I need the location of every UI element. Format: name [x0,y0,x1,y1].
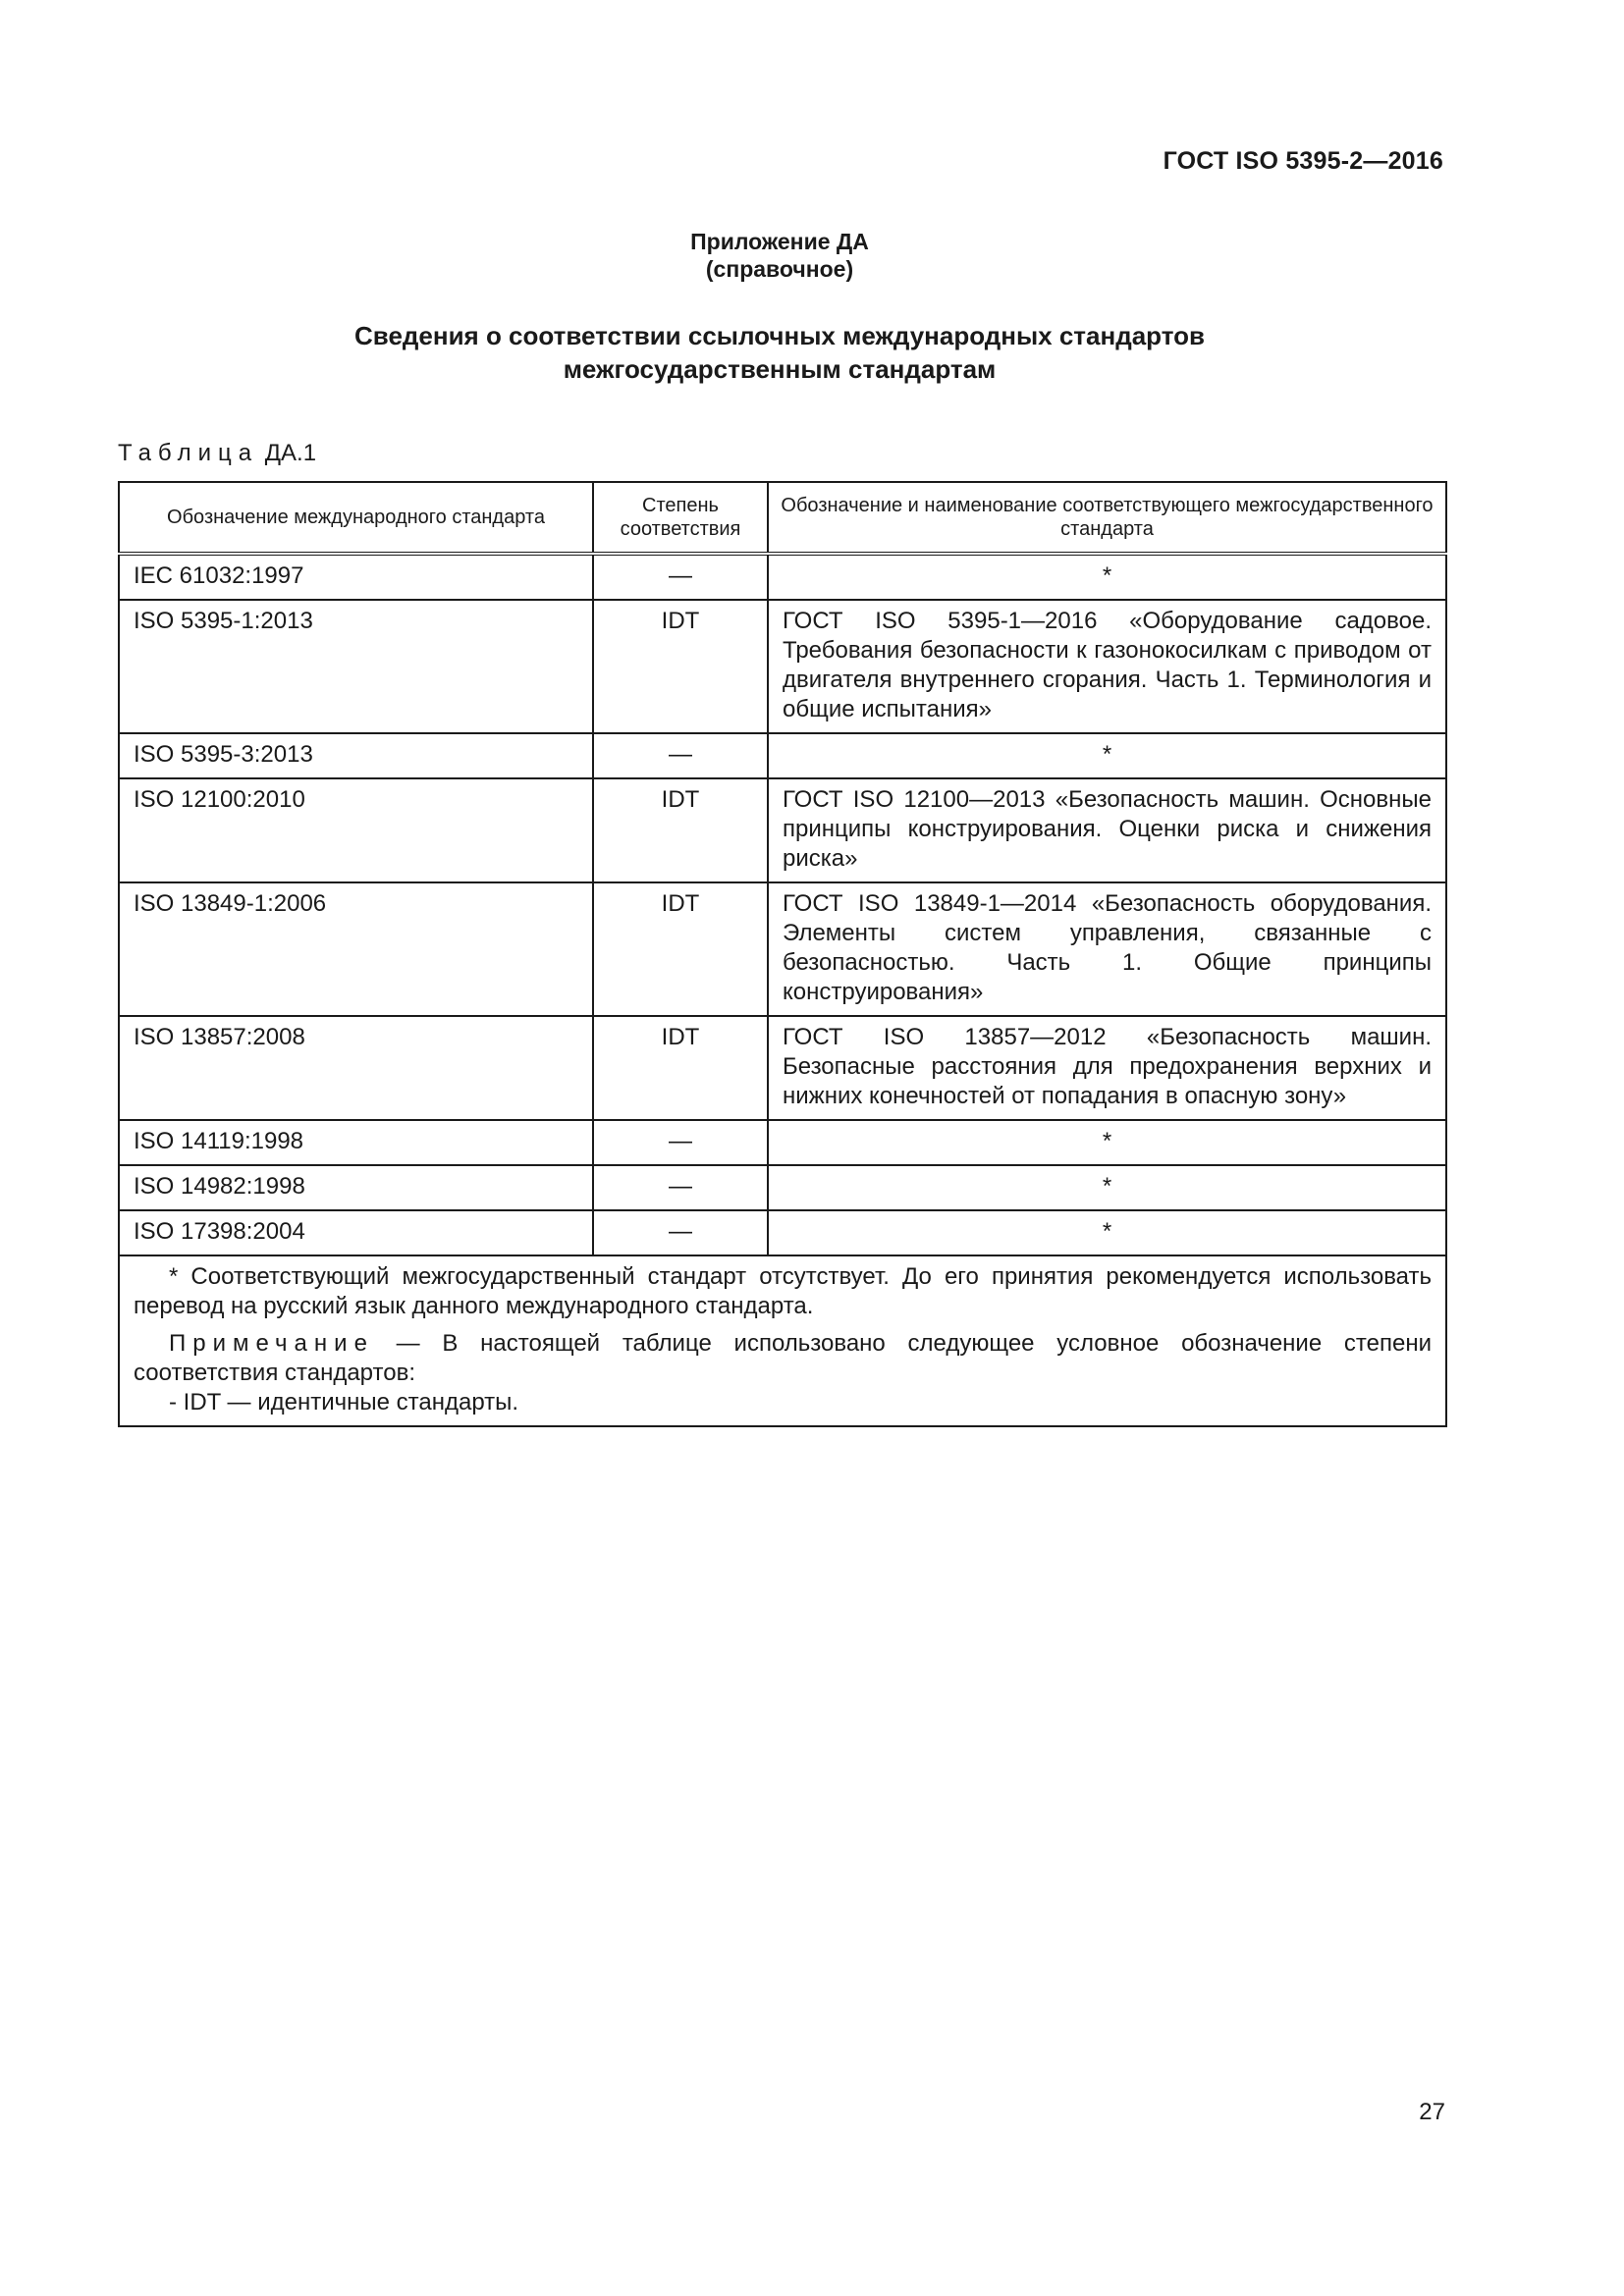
table-row [119,1120,1446,1165]
cell-interstate-standard: * [768,1210,1446,1255]
cell-international-standard: ISO 5395-3:2013 [119,733,593,778]
cell-interstate-standard: ГОСТ ISO 5395-1—2016 «Оборудование садовое. Требования безопасности к газонокосилкам с приводом от двигателя внутреннего сгорания. Часть 1. Терминология и общие испытания» [768,600,1446,733]
table-row [119,882,1446,1016]
table-row [119,733,1446,778]
column-header-interstate-standard: Обозначение и наименование соответствующего межгосударственного стандарта [768,482,1446,554]
cell-degree: — [593,1210,768,1255]
cell-international-standard: IEC 61032:1997 [119,554,593,600]
table-footnote: * Соответствующий межгосударственный стандарт отсутствует. До его принятия рекомендуется использовать перевод на русский язык данного международного стандарта. [134,1263,1432,1319]
annex-subtitle: (справочное) [705,256,854,282]
column-header-degree: Степень соответствия [593,482,768,554]
standards-correspondence-table [118,481,1447,1427]
document-code: ГОСТ ISO 5395-2—2016 [1163,147,1443,175]
cell-international-standard: ISO 14982:1998 [119,1165,593,1210]
table-note [134,1329,1432,1388]
page-number: 27 [1419,2099,1445,2125]
cell-interstate-standard: * [768,733,1446,778]
cell-international-standard: ISO 13857:2008 [119,1016,593,1120]
cell-international-standard: ISO 13849-1:2006 [119,882,593,1016]
cell-degree: — [593,1165,768,1210]
cell-international-standard: ISO 12100:2010 [119,778,593,882]
table-footer-row [119,1255,1446,1426]
table-row [119,1210,1446,1255]
cell-degree: — [593,733,768,778]
cell-interstate-standard: ГОСТ ISO 12100—2013 «Безопасность машин. Основные принципы конструирования. Оценки риска и снижения риска» [768,778,1446,882]
table-row [119,600,1446,733]
table-row [119,554,1446,600]
cell-degree: IDT [593,600,768,733]
column-header-international-standard: Обозначение международного стандарта [119,482,593,554]
section-heading-line-2: межгосударственным стандартам [563,354,997,384]
table-note-text: — В настоящей таблице использовано следующее условное обозначение степени соответствия стандартов: [134,1330,1432,1386]
cell-interstate-standard: ГОСТ ISO 13857—2012 «Безопасность машин. Безопасные расстояния для предохранения верхних и нижних конечностей от попадания в опасную зону» [768,1016,1446,1120]
cell-degree: IDT [593,778,768,882]
table-caption-label: Таблица [118,440,259,466]
cell-interstate-standard: * [768,554,1446,600]
table-note-label: Примечание [169,1330,374,1357]
cell-international-standard: ISO 17398:2004 [119,1210,593,1255]
table-row [119,1165,1446,1210]
table-row [119,1016,1446,1120]
table-header-row [119,482,1446,554]
cell-degree: IDT [593,882,768,1016]
section-heading-line-1: Сведения о соответствии ссылочных международных стандартов [354,321,1205,350]
annex-title: Приложение ДА [690,229,869,254]
cell-degree: — [593,554,768,600]
section-heading [0,319,1559,386]
annex-title-block [0,228,1559,283]
table-caption [118,440,316,467]
cell-international-standard: ISO 14119:1998 [119,1120,593,1165]
cell-degree: — [593,1120,768,1165]
cell-interstate-standard: ГОСТ ISO 13849-1—2014 «Безопасность оборудования. Элементы систем управления, связанные с безопасностью. Часть 1. Общие принципы конструирования» [768,882,1446,1016]
table-row [119,778,1446,882]
cell-international-standard: ISO 5395-1:2013 [119,600,593,733]
table-note-item: - IDT — идентичные стандарты. [169,1389,519,1415]
cell-interstate-standard: * [768,1120,1446,1165]
table-caption-number: ДА.1 [264,440,317,466]
table-footnote-cell [119,1255,1446,1426]
cell-degree: IDT [593,1016,768,1120]
cell-interstate-standard: * [768,1165,1446,1210]
